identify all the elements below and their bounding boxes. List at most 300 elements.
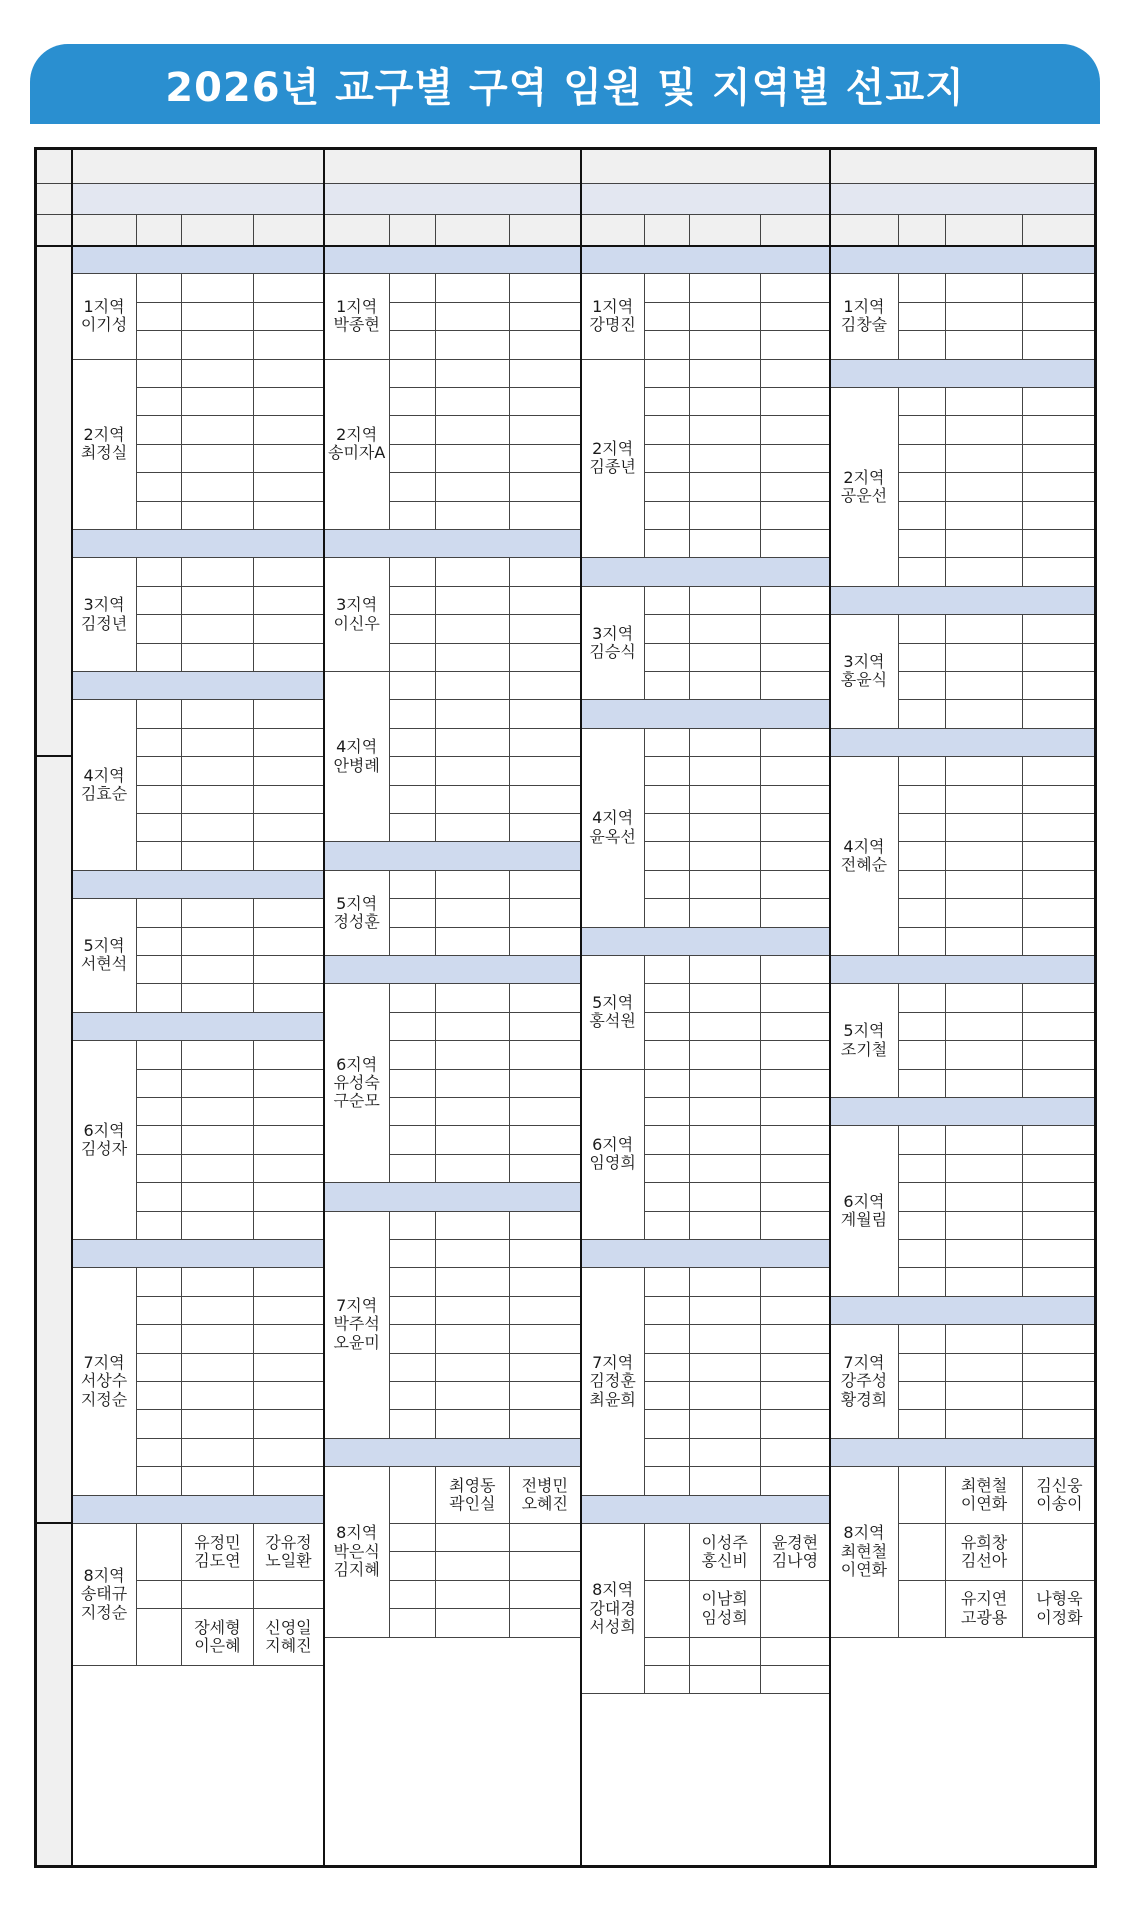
district-secretary (761, 1325, 830, 1353)
district-secretary (761, 729, 830, 757)
district-leader (436, 899, 510, 927)
district-secretary (1023, 1041, 1097, 1069)
parish-label (37, 1524, 72, 1868)
district-secretary (510, 1467, 581, 1524)
region-name: 5지역 (336, 893, 378, 913)
district-secretary (254, 1183, 324, 1211)
district-leader (690, 331, 761, 359)
district-leader (946, 303, 1022, 331)
district-secretary (761, 1155, 830, 1183)
district-leader (690, 587, 761, 615)
district-leader (690, 1155, 761, 1183)
region-cell (72, 360, 137, 530)
district-secretary (254, 1070, 324, 1098)
column-header (946, 215, 1022, 246)
district-leader (946, 473, 1022, 501)
district-number (899, 814, 947, 842)
column-header (324, 215, 390, 246)
district-leader (182, 899, 254, 927)
region-cell (581, 1070, 645, 1240)
district-leader (690, 615, 761, 643)
district-number (137, 274, 182, 302)
district-number (390, 757, 436, 785)
district-leader-name: 유정민 (194, 1532, 241, 1552)
district-secretary (510, 331, 581, 359)
district-leader (690, 1325, 761, 1353)
district-leader-name: 최영동 (449, 1475, 496, 1495)
district-leader-name: 고광용 (960, 1607, 1008, 1627)
district-secretary (254, 331, 324, 359)
district-number (390, 700, 436, 728)
region-name: 8지역 (592, 1580, 634, 1600)
district-number (137, 842, 182, 870)
district-leader (690, 1439, 761, 1467)
district-secretary (761, 587, 830, 615)
district-secretary (1023, 1183, 1097, 1211)
district-leader (436, 558, 510, 586)
district-leader (436, 1098, 510, 1126)
district-leader (946, 899, 1022, 927)
district-number (137, 473, 182, 501)
district-leader (946, 558, 1022, 586)
region-name: 3지역 (83, 595, 125, 615)
district-number (390, 445, 436, 473)
district-number (137, 1070, 182, 1098)
mission-header (830, 1098, 1097, 1126)
district-leader (436, 729, 510, 757)
district-leader (436, 274, 510, 302)
district-secretary (254, 814, 324, 842)
district-secretary-name: 나형욱 (1036, 1589, 1083, 1609)
district-secretary (1023, 530, 1097, 558)
mission-header (581, 928, 830, 956)
region-name: 5지역 (592, 992, 634, 1012)
district-leader (690, 274, 761, 302)
district-secretary (761, 871, 830, 899)
district-secretary (1023, 700, 1097, 728)
district-leader (690, 1098, 761, 1126)
district-leader (182, 842, 254, 870)
district-leader-name: 이은혜 (194, 1636, 241, 1656)
district-number (390, 1382, 436, 1410)
district-number (899, 615, 947, 643)
region-cell (72, 899, 137, 1013)
region-name: 3지역 (336, 595, 378, 615)
district-secretary (761, 956, 830, 984)
district-number (645, 1183, 689, 1211)
district-secretary (510, 814, 581, 842)
district-number (899, 1212, 947, 1240)
district-secretary (254, 1297, 324, 1325)
district-number (899, 757, 947, 785)
district-number (137, 1609, 182, 1666)
district-secretary-name: 김신웅 (1036, 1475, 1083, 1495)
mission-header (581, 246, 830, 274)
district-number (899, 1013, 947, 1041)
mission-header (830, 729, 1097, 757)
district-number (137, 558, 182, 586)
district-leader (436, 700, 510, 728)
district-number (645, 1467, 689, 1495)
district-number (390, 1609, 436, 1637)
district-secretary (761, 1467, 830, 1495)
district-secretary (510, 644, 581, 672)
district-secretary (510, 1297, 581, 1325)
district-secretary (254, 842, 324, 870)
district-leader (182, 644, 254, 672)
region-name: 6지역 (843, 1191, 885, 1211)
mission-header (72, 246, 324, 274)
diocese-pastor (324, 184, 581, 215)
district-number (645, 445, 689, 473)
region-leader: 송태규 (80, 1584, 128, 1604)
district-number (137, 1268, 182, 1296)
district-secretary (1023, 1240, 1097, 1268)
district-secretary (761, 473, 830, 501)
district-number (645, 1382, 689, 1410)
district-leader (182, 388, 254, 416)
district-secretary (510, 1382, 581, 1410)
district-secretary (254, 1382, 324, 1410)
district-secretary (510, 445, 581, 473)
district-number (645, 1155, 689, 1183)
district-secretary (254, 700, 324, 728)
district-number (645, 1013, 689, 1041)
region-name: 4지역 (83, 765, 125, 785)
region-leader: 홍석원 (589, 1011, 636, 1031)
district-leader (436, 587, 510, 615)
district-secretary (254, 1268, 324, 1296)
district-number (899, 700, 947, 728)
district-leader (182, 274, 254, 302)
district-secretary (1023, 644, 1097, 672)
district-leader (946, 984, 1022, 1012)
region-cell (324, 984, 390, 1183)
district-number (645, 360, 689, 388)
district-number (390, 1354, 436, 1382)
district-leader (946, 842, 1022, 870)
region-name: 5지역 (83, 936, 125, 956)
district-secretary (510, 558, 581, 586)
mission-header (830, 1297, 1097, 1325)
district-leader (946, 814, 1022, 842)
mission-header (324, 246, 581, 274)
mission-header (72, 1240, 324, 1268)
district-secretary (1023, 871, 1097, 899)
district-leader (182, 1070, 254, 1098)
district-secretary (510, 1410, 581, 1438)
district-secretary (761, 416, 830, 444)
district-leader (946, 388, 1022, 416)
region-cell (830, 1467, 899, 1637)
district-number (645, 1268, 689, 1296)
district-number (390, 672, 436, 700)
district-leader (182, 956, 254, 984)
district-leader (436, 1240, 510, 1268)
district-secretary (254, 786, 324, 814)
district-leader (946, 1183, 1022, 1211)
district-secretary (1023, 473, 1097, 501)
district-number (137, 1041, 182, 1069)
district-secretary (510, 360, 581, 388)
district-leader (690, 530, 761, 558)
district-secretary (1023, 786, 1097, 814)
region-name: 8지역 (336, 1523, 378, 1543)
district-leader (436, 1552, 510, 1580)
district-secretary (510, 502, 581, 530)
district-number (137, 984, 182, 1012)
district-number (645, 1581, 689, 1638)
district-number (137, 1155, 182, 1183)
district-leader (946, 1013, 1022, 1041)
district-secretary (254, 615, 324, 643)
region-leader: 최윤희 (589, 1389, 636, 1409)
district-number (137, 644, 182, 672)
district-number (645, 1439, 689, 1467)
district-secretary (510, 1240, 581, 1268)
district-leader (690, 1382, 761, 1410)
region-cell (72, 1041, 137, 1240)
district-number (645, 1354, 689, 1382)
district-secretary (254, 1439, 324, 1467)
district-secretary (761, 1638, 830, 1666)
mission-header (830, 1439, 1097, 1467)
region-leader: 강명진 (589, 315, 636, 335)
district-secretary (254, 416, 324, 444)
mission-header (581, 1496, 830, 1524)
district-leader (690, 842, 761, 870)
region-name: 2지역 (592, 439, 634, 459)
district-leader (182, 1382, 254, 1410)
district-secretary (761, 1041, 830, 1069)
region-name: 2지역 (843, 467, 885, 487)
district-secretary (510, 274, 581, 302)
region-cell (324, 871, 390, 956)
district-secretary (254, 388, 324, 416)
district-leader (436, 416, 510, 444)
mission-header (72, 1013, 324, 1041)
district-leader (690, 303, 761, 331)
district-number (645, 1325, 689, 1353)
district-secretary (1023, 502, 1097, 530)
assignment-table (34, 147, 1097, 1868)
district-secretary (254, 1354, 324, 1382)
region-name: 1지역 (592, 297, 634, 317)
district-secretary (254, 984, 324, 1012)
region-leader: 정성훈 (333, 911, 380, 931)
district-number (899, 1240, 947, 1268)
district-leader (946, 1467, 1022, 1524)
district-secretary (254, 928, 324, 956)
district-number (137, 757, 182, 785)
district-number (137, 899, 182, 927)
region-cell (324, 1212, 390, 1439)
district-secretary (510, 1013, 581, 1041)
district-number (899, 786, 947, 814)
district-leader (690, 984, 761, 1012)
district-leader (690, 672, 761, 700)
district-secretary (254, 1155, 324, 1183)
district-secretary (761, 984, 830, 1012)
region-leader: 강주성 (840, 1371, 888, 1391)
district-leader (946, 1155, 1022, 1183)
district-secretary (761, 1581, 830, 1638)
column-header (137, 215, 182, 246)
diocese-title (581, 150, 830, 184)
district-secretary (1023, 1581, 1097, 1638)
district-leader (946, 502, 1022, 530)
district-secretary (510, 984, 581, 1012)
region-cell (581, 274, 645, 359)
column-header (645, 215, 689, 246)
district-leader (436, 672, 510, 700)
district-secretary-name: 윤경현 (771, 1532, 819, 1552)
district-leader (946, 1325, 1022, 1353)
district-leader (182, 558, 254, 586)
district-number (645, 1638, 689, 1666)
district-leader (946, 1268, 1022, 1296)
parish-label (37, 246, 72, 757)
district-leader (182, 1609, 254, 1666)
region-leader: 서성희 (589, 1616, 636, 1636)
district-leader (946, 1581, 1022, 1638)
district-number (645, 1524, 689, 1581)
district-secretary-name: 강유정 (265, 1532, 312, 1552)
district-secretary (510, 1041, 581, 1069)
district-number (390, 416, 436, 444)
district-number (899, 1070, 947, 1098)
district-leader-name: 김도연 (194, 1550, 241, 1570)
region-leader: 서상수 (80, 1371, 128, 1391)
district-secretary (254, 558, 324, 586)
district-number (390, 587, 436, 615)
district-leader (690, 871, 761, 899)
district-leader (690, 1638, 761, 1666)
mission-header (830, 956, 1097, 984)
district-leader (946, 871, 1022, 899)
district-secretary (510, 615, 581, 643)
region-name: 4지역 (336, 737, 378, 757)
district-leader-name: 장세형 (194, 1617, 241, 1637)
district-number (899, 1382, 947, 1410)
corner-cell (37, 184, 72, 215)
district-leader (436, 757, 510, 785)
divider (323, 150, 325, 1868)
district-secretary-name: 이송이 (1036, 1494, 1083, 1514)
district-leader (690, 1041, 761, 1069)
region-cell (830, 388, 899, 587)
district-leader (436, 445, 510, 473)
district-leader (436, 473, 510, 501)
district-leader (182, 814, 254, 842)
district-number (645, 814, 689, 842)
district-leader (436, 984, 510, 1012)
district-secretary-name: 오혜진 (521, 1494, 568, 1514)
district-leader (182, 1098, 254, 1126)
district-secretary (761, 530, 830, 558)
district-leader (182, 1041, 254, 1069)
mission-header (324, 1439, 581, 1467)
district-leader (436, 502, 510, 530)
district-leader (436, 1467, 510, 1524)
district-secretary (254, 644, 324, 672)
district-leader (182, 1524, 254, 1581)
mission-header (72, 871, 324, 899)
district-leader (946, 331, 1022, 359)
district-secretary (510, 473, 581, 501)
region-cell (830, 984, 899, 1098)
district-number (137, 1382, 182, 1410)
district-secretary (1023, 1155, 1097, 1183)
region-cell (830, 757, 899, 956)
region-leader: 조기철 (840, 1039, 888, 1059)
district-secretary-name: 신영일 (265, 1617, 312, 1637)
district-number (390, 729, 436, 757)
district-secretary-name: 김나영 (771, 1550, 819, 1570)
district-number (390, 558, 436, 586)
diocese-title (324, 150, 581, 184)
district-number (390, 615, 436, 643)
district-secretary (254, 1410, 324, 1438)
region-leader: 이기성 (80, 315, 128, 335)
district-number (645, 786, 689, 814)
district-secretary (1023, 899, 1097, 927)
district-secretary (761, 1070, 830, 1098)
district-leader (182, 615, 254, 643)
region-name: 5지역 (843, 1021, 885, 1041)
district-number (645, 416, 689, 444)
district-leader (182, 303, 254, 331)
district-number (137, 814, 182, 842)
district-number (390, 1155, 436, 1183)
region-cell (324, 360, 390, 530)
district-number (645, 1041, 689, 1069)
district-number (645, 729, 689, 757)
district-leader (946, 274, 1022, 302)
district-secretary (510, 1212, 581, 1240)
district-secretary (761, 360, 830, 388)
region-leader: 박주석 (333, 1314, 380, 1334)
region-cell (581, 360, 645, 559)
district-secretary (254, 587, 324, 615)
region-name: 1지역 (83, 297, 125, 317)
district-leader (436, 1325, 510, 1353)
district-leader (946, 416, 1022, 444)
district-number (645, 672, 689, 700)
district-secretary (761, 1382, 830, 1410)
district-number (645, 1666, 689, 1694)
district-leader (436, 1126, 510, 1154)
district-secretary (1023, 388, 1097, 416)
district-leader (182, 1212, 254, 1240)
district-number (645, 871, 689, 899)
district-secretary (1023, 274, 1097, 302)
district-secretary (510, 871, 581, 899)
district-number (645, 331, 689, 359)
district-leader (690, 1297, 761, 1325)
district-number (899, 388, 947, 416)
region-leader: 구순모 (333, 1091, 380, 1111)
district-number (390, 1098, 436, 1126)
district-number (899, 1325, 947, 1353)
column-header (510, 215, 581, 246)
mission-header (72, 530, 324, 558)
region-cell (581, 587, 645, 701)
district-number (645, 502, 689, 530)
district-leader (946, 1240, 1022, 1268)
district-leader (182, 786, 254, 814)
region-cell (581, 1268, 645, 1495)
